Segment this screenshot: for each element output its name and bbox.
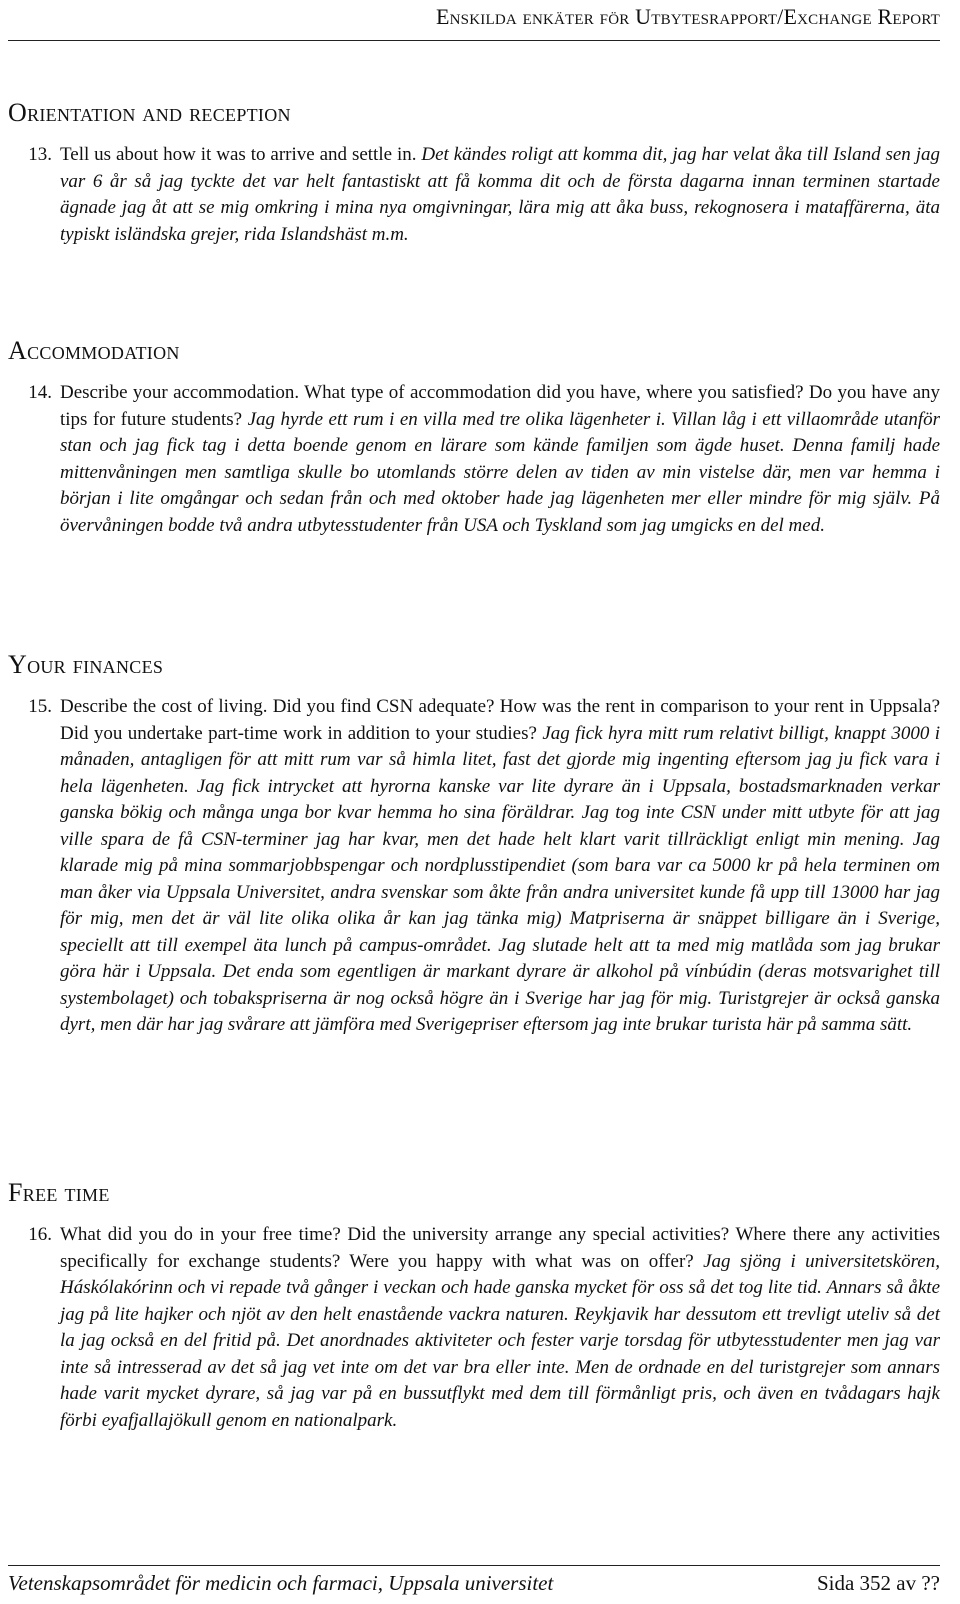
question-body xyxy=(60,380,940,539)
footer-institution: Vetenskapsområdet för medicin och farmaci, Uppsala universitet xyxy=(8,1571,554,1595)
answer-text: Jag fick hyra mitt rum relativt billigt, knappt 3000 i månaden, antagligen för att mitt rum var så himla litet, fast det gjorde mig ingenting eftersom jag ju fick vara i hela lägenheten. Jag fick intrycket att hyrorna kanske var lite dyrare än i Uppsala, bostadsmarknaden verkar ganska bökig och många unga bor kvar hemma ho sina föräldrar. Jag tog inte CSN under mitt utbyte för att jag ville spara de få CSN-terminer jag har kvar, men det hade helt klart varit tillräckligt enligt min mening. Jag klarade mig på mina sommarjobbspengar och nordplusstipendiet (som bara var ca 5000 kr på hela terminen om man åker via Uppsala Universitet, andra svenskar som åkte från andra universitet kunde få upp till 13000 har jag för mig, men det är väl lite olika olika år kan jag tänka mig) Matpriserna är snäppet billigare än i Sverige, speciellt att till exempel äta lunch på campus-området. Jag slutade helt att ta med mig matlåda som jag brukar göra här i Uppsala. Det enda som egentligen är markant dyrare är alkohol på vínbúdin (deras motsvarighet till systembolaget) och tobakspriserna är nog också högre än i Sverige har jag för mig. Turistgrejer är också ganska dyrt, men där har jag svårare att jämföra med Sverigepriser eftersom jag inte brukar turista här på samma sätt. xyxy=(60,722,940,1035)
question-item xyxy=(8,380,940,539)
section-free-time xyxy=(8,1178,940,1434)
question-number: 15. xyxy=(28,696,52,717)
answer-text: Jag hyrde ett rum i en villa med tre olika lägenheter i. Villan låg i ett villaområde utanför stan och jag fick tag i detta boende genom en lärare som kände familjen som ägde huset. Denna familj hade mittenvåningen men samtliga skulle bo utomlands större delen av tiden av min vistelse där, men var hemma i början i lite omgångar och sedan från och med oktober hade jag lägenheten mer eller mindre för mig själv. På övervåningen bodde två andra utbytesstudenter från USA och Tyskland som jag umgicks en del med. xyxy=(60,408,940,536)
question-body xyxy=(60,1222,940,1434)
question-text: Describe your accommodation. What type of accommodation did you have, where you satisfied? Do you have any tips for future students? xyxy=(60,382,940,430)
section-title: Your finances xyxy=(8,650,164,679)
question-text: Describe the cost of living. Did you find CSN adequate? How was the rent in comparison to your rent in Uppsala? Did you undertake part-time work in addition to your studies? xyxy=(60,696,940,744)
page-number: Sida 352 av ?? xyxy=(816,1571,940,1595)
answer-text: Jag sjöng i universitetskören, Háskólakórinn och vi repade två gånger i veckan och hade ganska mycket för oss så det tog lite tid. Annars så åkte jag på lite hajker och njöt av den helt enastående vackra naturen. Reykjavik har dessutom ett trevligt uteliv så det la jag också en del fritid på. Det anordnades aktiviteter och fester varje torsdag för utbytesstudenter men jag var inte så intresserad av det så jag vet inte om det var bra eller inte. Men de ordnade en del turistgrejer som annars hade varit mycket dyrare, så jag var på en bussutflykt med dem till förmånligt pris, och även en tvådagars hajk förbi eyafjallajökull genom en nationalpark. xyxy=(60,1250,940,1431)
section-orientation xyxy=(8,98,940,248)
question-item xyxy=(8,1222,940,1434)
section-title: Free time xyxy=(8,1178,110,1207)
header-rule xyxy=(8,40,940,41)
question-item xyxy=(8,694,940,1039)
answer-text: Det kändes roligt att komma dit, jag har velat åka till Island sen jag var 6 år så jag tyckte det var helt fantastiskt att få komma dit och de första dagarna innan terminen startade ägnade jag åt att se mig omkring i mina nya omgivningar, lära mig att åka buss, rekognosera i mataffärerna, äta typiskt isländska grejer, rida Islandshäst m.m. xyxy=(60,144,940,245)
section-accommodation xyxy=(8,336,940,539)
section-finances xyxy=(8,650,940,1039)
section-title: Accommodation xyxy=(8,336,180,365)
question-body xyxy=(60,694,940,1039)
question-number: 14. xyxy=(28,382,52,403)
question-item xyxy=(8,142,940,248)
running-header: Enskilda enkäter för Utbytesrapport/Exchange Report xyxy=(436,4,940,29)
question-text: What did you do in your free time? Did the university arrange any special activities? Where there any activities specifically for exchange students? Were you happy with what was on offer? xyxy=(60,1224,940,1272)
section-title: Orientation and reception xyxy=(8,98,291,127)
question-body xyxy=(60,142,940,248)
question-number: 13. xyxy=(28,144,52,165)
question-text: Tell us about how it was to arrive and settle in. xyxy=(60,144,417,165)
question-number: 16. xyxy=(28,1224,52,1245)
page-footer xyxy=(8,1565,940,1598)
